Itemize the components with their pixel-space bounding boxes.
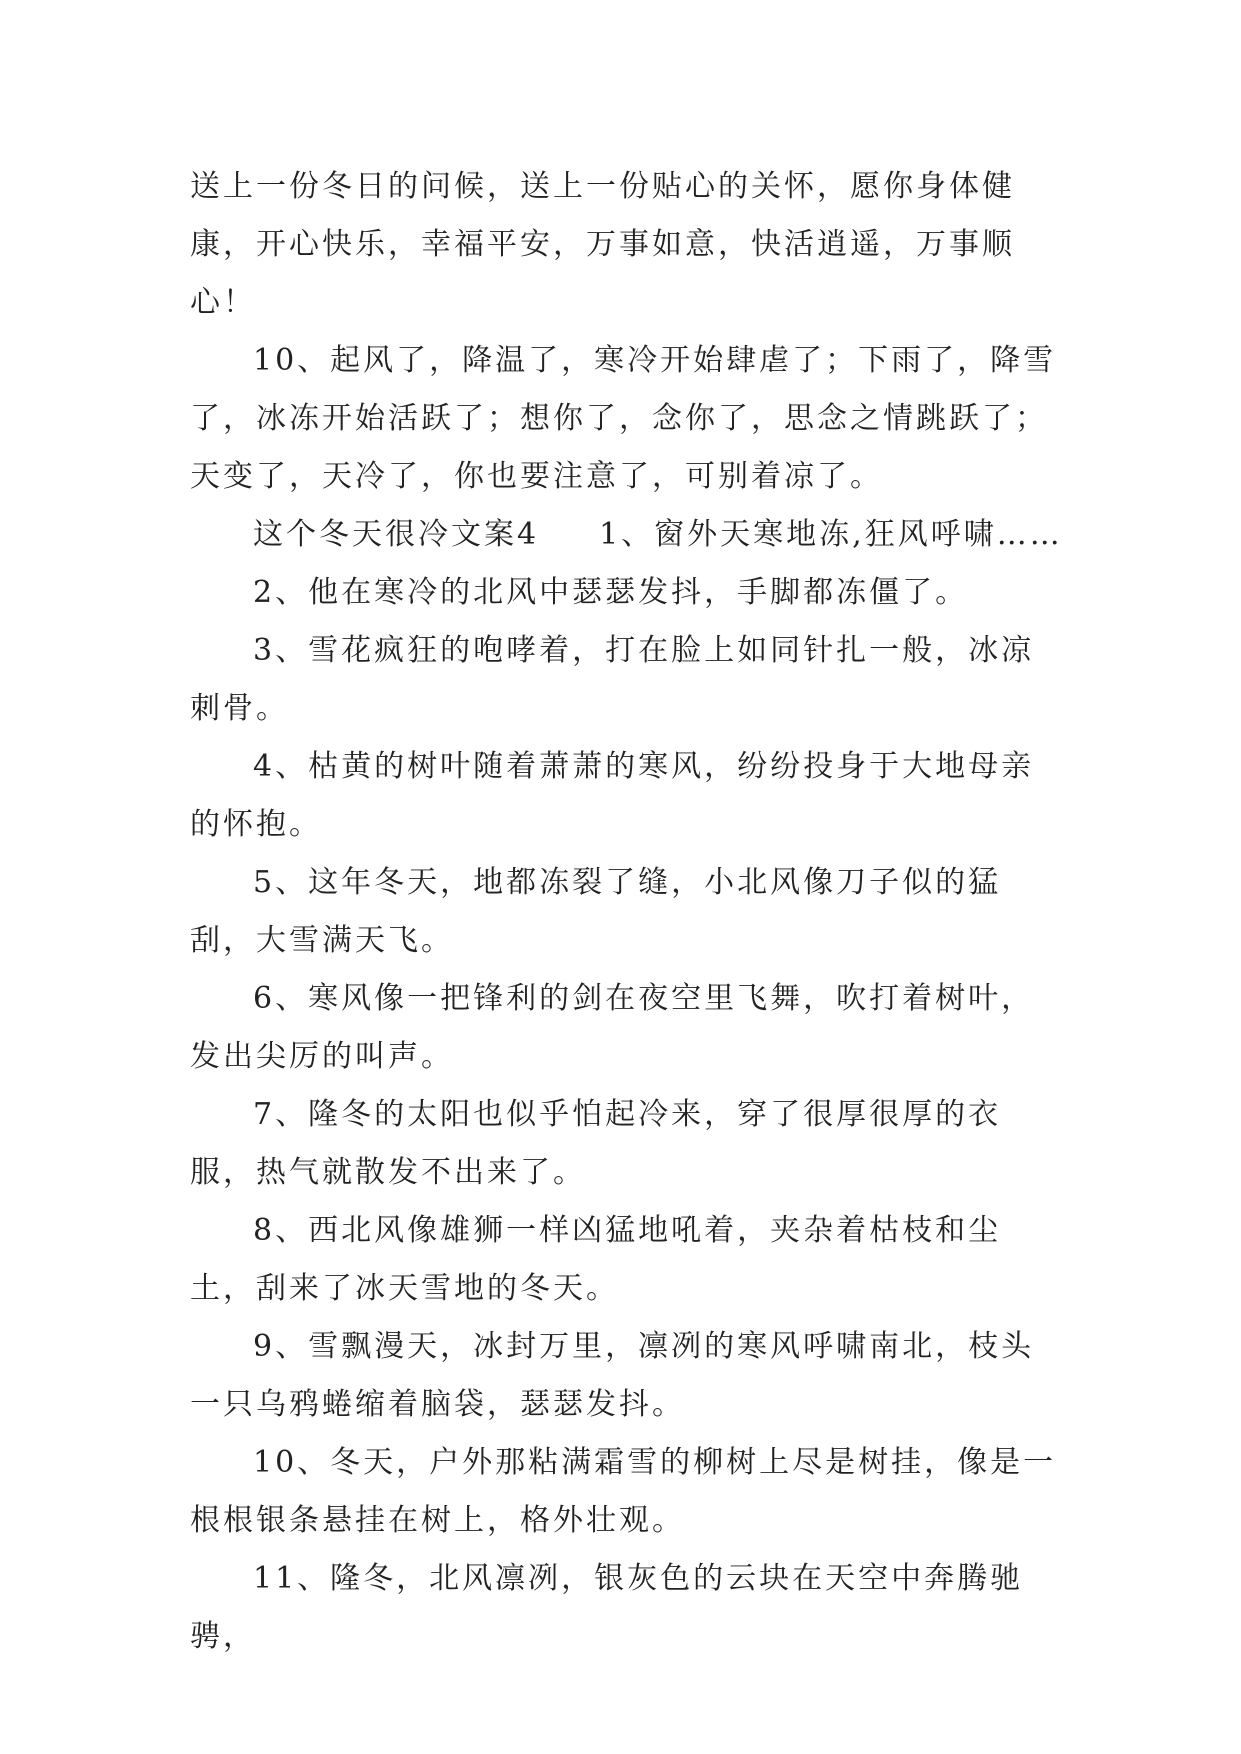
- list-item: 9、雪飘漫天，冰封万里，凛冽的寒风呼啸南北，枝头一只乌鸦蜷缩着脑袋，瑟瑟发抖。: [190, 1329, 1035, 1422]
- list-item: 11、隆冬，北风凛冽，银灰色的云块在天空中奔腾驰骋，: [190, 1561, 1024, 1654]
- list-item: 6、寒风像一把锋利的剑在夜空里飞舞，吹打着树叶，发出尖厉的叫声。: [190, 981, 1035, 1074]
- section-heading-line: [190, 506, 1063, 564]
- item-1: 1、窗外天寒地冻,狂风呼啸……: [599, 517, 1063, 552]
- list-item: 10、冬天，户外那粘满霜雪的柳树上尽是树挂，像是一根根银条悬挂在树上，格外壮观。: [190, 1445, 1057, 1538]
- list-item: 4、枯黄的树叶随着萧萧的寒风，纷纷投身于大地母亲的怀抱。: [190, 749, 1035, 842]
- list-item: 3、雪花疯狂的咆哮着，打在脸上如同针扎一般，冰凉刺骨。: [190, 633, 1035, 726]
- list-item: 5、这年冬天，地都冻裂了缝，小北风像刀子似的猛刮，大雪满天飞。: [190, 865, 1002, 958]
- intro-paragraph: 送上一份冬日的问候，送上一份贴心的关怀，愿你身体健康，开心快乐，幸福平安，万事如意，快活逍遥，万事顺心！: [190, 169, 1015, 320]
- list-item: 2、他在寒冷的北风中瑟瑟发抖，手脚都冻僵了。: [253, 575, 969, 610]
- list-item: 7、隆冬的太阳也似乎怕起冷来，穿了很厚很厚的衣服，热气就散发不出来了。: [190, 1097, 1002, 1190]
- list-item: 8、西北风像雄狮一样凶猛地吼着，夹杂着枯枝和尘土，刮来了冰天雪地的冬天。: [190, 1213, 1002, 1306]
- section-heading: 这个冬天很冷文案4: [253, 517, 540, 552]
- item-10-paragraph: 10、起风了，降温了，寒冷开始肆虐了；下雨了，降雪了，冰冻开始活跃了；想你了，念你了，思念之情跳跃了；天变了，天冷了，你也要注意了，可别着凉了。: [190, 343, 1057, 494]
- document-body: [190, 158, 1063, 1666]
